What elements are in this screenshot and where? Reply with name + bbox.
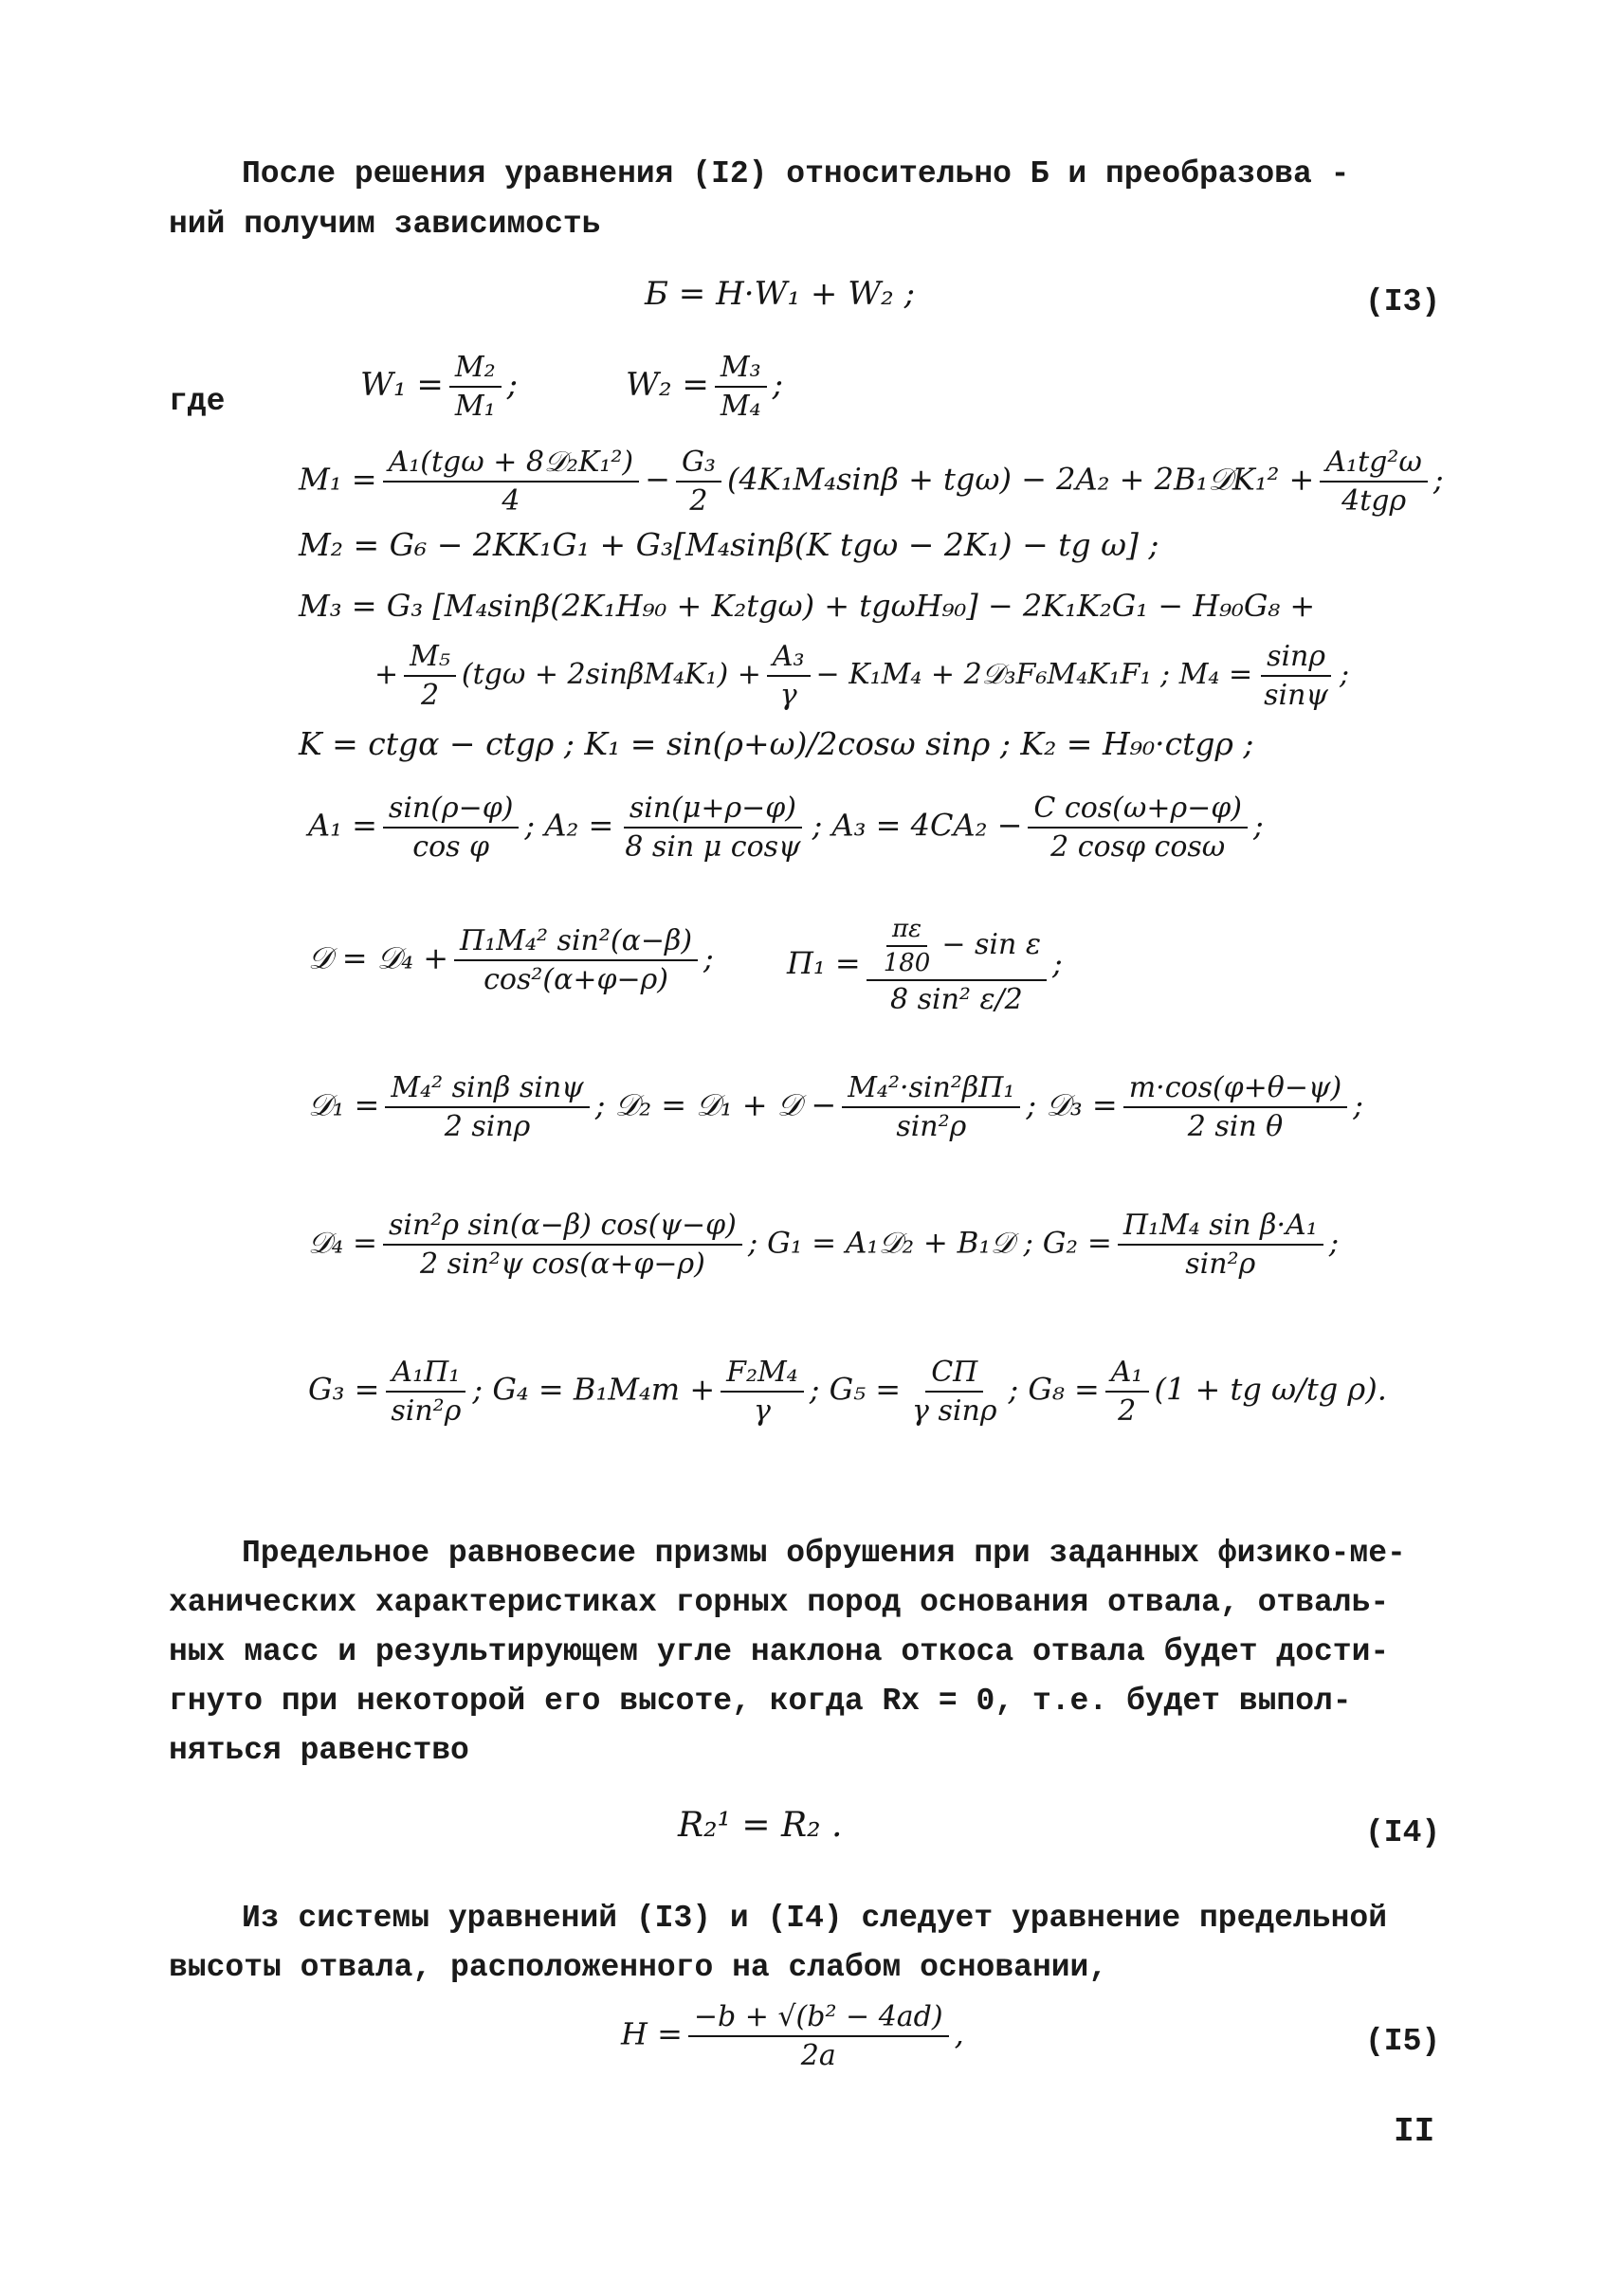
g3-g4-g5-g8-formulas: G₃ = $\frac{\text{A₁Π₁}}{\text{sin²ρ}}$ ; G₄ = B₁M₄m + $\frac{\text{F₂M₄}}{\gamma}$ ; G₅ = $\frac{C\Pi}{\text{γ sinρ}}$ ; G₈ = $\frac{\text{A₁}}{2}$ (1 + tg ω/tg ρ). [308,1356,1387,1428]
w2-formula: W₂ = $\frac{\text{M₃}}{\text{M₄}}$ ; [626,351,784,423]
paragraph-3-line-1: Из системы уравнений (I3) и (I4) следует уравнение предельной [242,1901,1387,1936]
paragraph-3-line-2: высоты отвала, расположенного на слабом основании, [169,1950,1108,1985]
m2-formula: M₂ = G₆ − 2KK₁G₁ + G₃[M₄sinβ(K tgω − 2K₁) − tg ω] ; [299,526,1159,563]
d-formula: 𝒟 = 𝒟₄ + $\frac{\text{Π₁M₄² sin²(α−β)}}{\text{cos²(α+φ−ρ)}}$ ; [308,924,714,996]
where-label: где [169,384,226,419]
page-number: II [1394,2112,1435,2151]
m3-formula-line-2: + $\frac{\text{M₅}}{2}$ (tgω + 2sinβM₄K₁) + $\frac{\text{A₃}}{\gamma}$ − K₁M₄ + 2𝒟₃F₆M₄K₁F₁ ; M₄ = $\frac{\sin\rho}{\sin\psi}$ ; [374,640,1350,712]
paragraph-2-line-5: няться равенство [169,1733,469,1768]
m1-formula: M₁ = $\frac{\text{A₁(tgω + 8𝒟₂K₁²)}}{4}$ − $\frac{\text{G₃}}{2}$ (4K₁M₄sinβ + tgω) − 2A₂ + 2B₁𝒟K₁² + $\frac{\text{A₁tg²ω}}{\text{4tgρ}}$ ; [299,446,1444,518]
k-formulas: K = ctgα − ctgρ ; K₁ = sin(ρ+ω)/2cosω sinρ ; K₂ = H₉₀·ctgρ ; [299,725,1254,762]
paragraph-2-line-4: гнуто при некоторой его высоте, когда Rx = 0, т.е. будет выпол- [169,1684,1352,1719]
paragraph-2-line-1: Предельное равновесие призмы обрушения при заданных физико-ме- [242,1536,1406,1571]
m3-formula-line-1: M₃ = G₃ [M₄sinβ(2K₁H₉₀ + K₂tgω) + tgωH₉₀] − 2K₁K₂G₁ − H₉₀G₈ + [299,588,1316,624]
a-formulas: A₁ = $\frac{\sin(\rho-\varphi)}{\text{cos φ}}$ ; A₂ = $\frac{\sin(\mu+\rho-\varphi)}{\text{8 sin μ cosψ}}$ ; A₃ = 4CA₂ − $\frac{\text{C cos(ω+ρ−φ)}}{\text{2 cosφ cosω}}$ ; [308,792,1264,864]
equation-14-number: (I4) [1365,1815,1441,1850]
d4-g1-g2-formulas: 𝒟₄ = $\frac{\text{sin²ρ sin(α−β) cos(ψ−φ)}}{\text{2 sin²ψ cos(α+φ−ρ)}}$ ; G₁ = A₁𝒟₂ + B₁𝒟 ; G₂ = $\frac{\text{Π₁M₄ sin β·A₁}}{\text{sin²ρ}}$ ; [308,1209,1340,1281]
equation-13: Б = H·W₁ + W₂ ; [645,275,916,313]
equation-13-number: (I3) [1365,284,1441,319]
paragraph-2-line-2: ханических характеристиках горных пород основания отвала, отваль- [169,1585,1390,1620]
equation-14: R₂¹ = R₂ . [678,1806,843,1845]
paragraph-2-line-3: ных масс и результирующем угле наклона откоса отвала будет дости- [169,1634,1390,1669]
equation-15-number: (I5) [1365,2024,1441,2059]
w1-formula: W₁ = $\frac{\text{M₂}}{\text{M₁}}$ ; [360,351,519,423]
paragraph-1-line-1: После решения уравнения (I2) относительно Б и преобразова - [242,156,1350,191]
d1-d2-d3-formulas: 𝒟₁ = $\frac{\text{M₄² sinβ sinψ}}{2 \sin\rho}$ ; 𝒟₂ = 𝒟₁ + 𝒟 − $\frac{\text{M₄²·sin²βΠ₁}}{\text{sin²ρ}}$ ; 𝒟₃ = $\frac{m\cdot\cos(\varphi+\theta-\psi)}{\text{2 sin θ}}$ ; [308,1071,1364,1143]
equation-15: H = $\frac{\text{−b + √(b² − 4ad)}}{2a}$ , [621,2000,964,2072]
paragraph-1-line-2: ний получим зависимость [169,207,601,242]
pi1-formula: Π₁ = $\frac{\pi\varepsilon}{180}$ − sin ε 8 sin² ε/2 ; [787,915,1063,1016]
